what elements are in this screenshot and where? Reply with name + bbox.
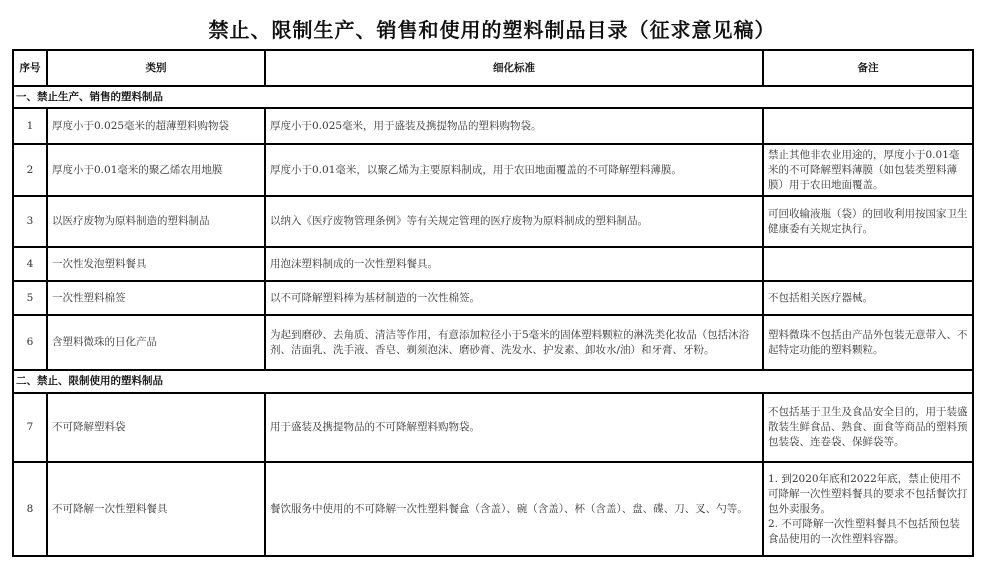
row-note: 不包括基于卫生及食品安全目的，用于装盛散装生鲜食品、熟食、面食等商品的塑料预包装袋、连卷袋、保鲜袋等。 (763, 393, 973, 462)
row-no: 8 (13, 462, 47, 556)
row-category: 一次性塑料棉签 (47, 281, 265, 315)
table-row (13, 108, 973, 144)
header-no: 序号 (13, 50, 47, 86)
header-category: 类别 (47, 50, 265, 86)
row-standard: 餐饮服务中使用的不可降解一次性塑料餐盒（含盖）、碗（含盖）、杯（含盖）、盘、碟、刀、叉、勺等。 (265, 462, 763, 556)
row-note: 可回收输液瓶（袋）的回收利用按国家卫生健康委有关规定执行。 (763, 196, 973, 247)
row-standard: 为起到磨砂、去角质、清洁等作用，有意添加粒径小于5毫米的固体塑料颗粒的淋洗类化妆品（包括沐浴剂、洁面乳、洗手液、香皂、剃须泡沫、磨砂膏、洗发水、护发素、卸妆水/油）和牙膏、牙粉。 (265, 315, 763, 370)
section-heading: 二、禁止、限制使用的塑料制品 (13, 370, 973, 393)
section-row (13, 370, 973, 393)
table-row (13, 144, 973, 196)
document-title: 禁止、限制生产、销售和使用的塑料制品目录（征求意见稿） (208, 18, 776, 42)
row-category: 厚度小于0.01毫米的聚乙烯农用地膜 (47, 144, 265, 196)
section-row (13, 86, 973, 108)
row-standard: 以不可降解塑料棒为基材制造的一次性棉签。 (265, 281, 763, 315)
row-standard: 厚度小于0.01毫米，以聚乙烯为主要原料制成，用于农田地面覆盖的不可降解塑料薄膜。 (265, 144, 763, 196)
row-no: 4 (13, 247, 47, 281)
table-row (13, 393, 973, 462)
row-note: 不包括相关医疗器械。 (763, 281, 973, 315)
row-standard: 以纳入《医疗废物管理条例》等有关规定管理的医疗废物为原料制成的塑料制品。 (265, 196, 763, 247)
row-note: 禁止其他非农业用途的，厚度小于0.01毫米的不可降解塑料薄膜（如包装类塑料薄膜）用于农田地面覆盖。 (763, 144, 973, 196)
row-note (763, 108, 973, 144)
row-no: 1 (13, 108, 47, 144)
section-heading: 一、禁止生产、销售的塑料制品 (13, 86, 973, 108)
header-row (13, 50, 973, 86)
row-category: 含塑料微珠的日化产品 (47, 315, 265, 370)
plastics-catalog-table (12, 49, 974, 557)
row-category: 一次性发泡塑料餐具 (47, 247, 265, 281)
table-row (13, 196, 973, 247)
table-row (13, 247, 973, 281)
row-no: 6 (13, 315, 47, 370)
table-row (13, 462, 973, 556)
table-row (13, 315, 973, 370)
row-category: 以医疗废物为原料制造的塑料制品 (47, 196, 265, 247)
header-standard: 细化标准 (265, 50, 763, 86)
row-no: 5 (13, 281, 47, 315)
row-note (763, 247, 973, 281)
row-no: 7 (13, 393, 47, 462)
row-category: 不可降解一次性塑料餐具 (47, 462, 265, 556)
row-standard: 用于盛装及携提物品的不可降解塑料购物袋。 (265, 393, 763, 462)
header-note: 备注 (763, 50, 973, 86)
row-note: 1. 到2020年底和2022年底，禁止使用不可降解一次性塑料餐具的要求不包括餐饮打包外卖服务。 2. 不可降解一次性塑料餐具不包括预包装食品使用的一次性塑料容器。 (763, 462, 973, 556)
row-standard: 厚度小于0.025毫米，用于盛装及携提物品的塑料购物袋。 (265, 108, 763, 144)
row-no: 2 (13, 144, 47, 196)
table-row (13, 281, 973, 315)
row-category: 不可降解塑料袋 (47, 393, 265, 462)
row-category: 厚度小于0.025毫米的超薄塑料购物袋 (47, 108, 265, 144)
row-note: 塑料微珠不包括由产品外包装无意带入、不起特定功能的塑料颗粒。 (763, 315, 973, 370)
row-standard: 用泡沫塑料制成的一次性塑料餐具。 (265, 247, 763, 281)
row-no: 3 (13, 196, 47, 247)
